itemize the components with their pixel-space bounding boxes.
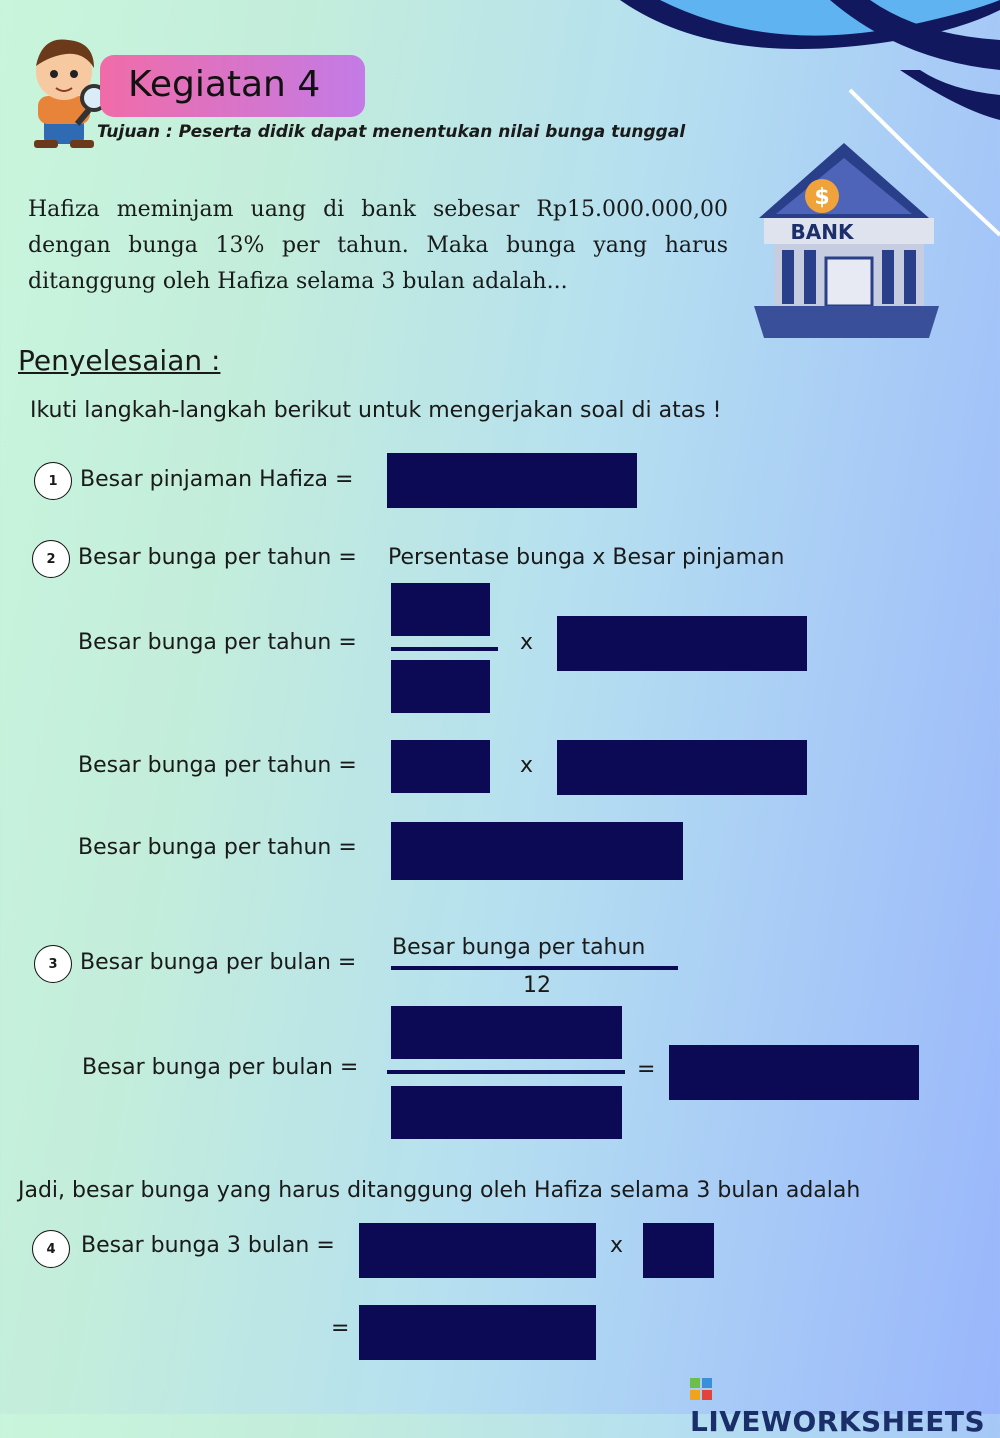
answer-box-percent-denominator[interactable] (391, 660, 490, 713)
objective-text: Tujuan : Peserta didik dapat menentukan nilai bunga tunggal (97, 122, 686, 142)
step2-label: Besar bunga per tahun = (78, 545, 357, 570)
step1-label: Besar pinjaman Hafiza = (80, 467, 354, 492)
answer-box-monthly-interest[interactable] (669, 1045, 919, 1100)
step-number-2: 2 (32, 540, 70, 578)
step2-row1-label: Besar bunga per tahun = (78, 630, 357, 655)
step-number-1: 1 (34, 462, 72, 500)
answer-box-monthly-value[interactable] (359, 1223, 596, 1278)
problem-statement: Hafiza meminjam uang di bank sebesar Rp15.000.000,00 dengan bunga 13% per tahun. Maka bunga yang harus ditanggung oleh Hafiza selama 3 bulan adalah... (28, 197, 728, 294)
step2-formula: Persentase bunga x Besar pinjaman (388, 545, 785, 570)
bank-sign-text: BANK (790, 220, 854, 244)
step2-row3-label: Besar bunga per tahun = (78, 835, 357, 860)
step4-label: Besar bunga 3 bulan = (81, 1233, 335, 1258)
answer-box-monthly-denominator[interactable] (391, 1086, 622, 1139)
answer-box-loan-amount[interactable] (387, 453, 637, 508)
liveworksheets-logo (690, 1372, 1000, 1438)
answer-box-total-interest[interactable] (359, 1305, 596, 1360)
solution-heading: Penyelesaian : (18, 344, 221, 377)
step3-row-label: Besar bunga per bulan = (82, 1055, 359, 1080)
equals-sign: = (637, 1057, 656, 1082)
page-title: Kegiatan 4 (128, 64, 321, 105)
answer-box-months[interactable] (643, 1223, 714, 1278)
equals-sign: = (331, 1316, 350, 1341)
answer-box-monthly-numerator[interactable] (391, 1006, 622, 1059)
fraction-numerator-text: Besar bunga per tahun (392, 935, 646, 960)
step-number-4: 4 (32, 1230, 70, 1268)
times-sign: x (520, 753, 534, 778)
bank-icon (744, 138, 944, 348)
answer-box-loan-1[interactable] (557, 616, 807, 671)
fraction-line (391, 966, 678, 970)
conclusion-text: Jadi, besar bunga yang harus ditanggung oleh Hafiza selama 3 bulan adalah (18, 1178, 861, 1203)
times-sign: x (520, 630, 534, 655)
fraction-line (391, 647, 498, 651)
svg-text:$: $ (814, 185, 830, 210)
answer-box-loan-2[interactable] (557, 740, 807, 795)
fraction-denominator-text: 12 (523, 973, 551, 998)
liveworksheets-logo-text: LIVEWORKSHEETS (690, 1405, 986, 1438)
times-sign: x (610, 1233, 624, 1258)
instruction-text: Ikuti langkah-langkah berikut untuk mengerjakan soal di atas ! (30, 398, 722, 423)
answer-box-percent-decimal[interactable] (391, 740, 490, 793)
answer-box-annual-interest[interactable] (391, 822, 683, 880)
liveworksheets-logo-icon (690, 1378, 712, 1400)
step2-row2-label: Besar bunga per tahun = (78, 753, 357, 778)
step3-label: Besar bunga per bulan = (80, 950, 357, 975)
answer-box-percent-numerator[interactable] (391, 583, 490, 636)
fraction-line (387, 1070, 625, 1074)
step-number-3: 3 (34, 945, 72, 983)
